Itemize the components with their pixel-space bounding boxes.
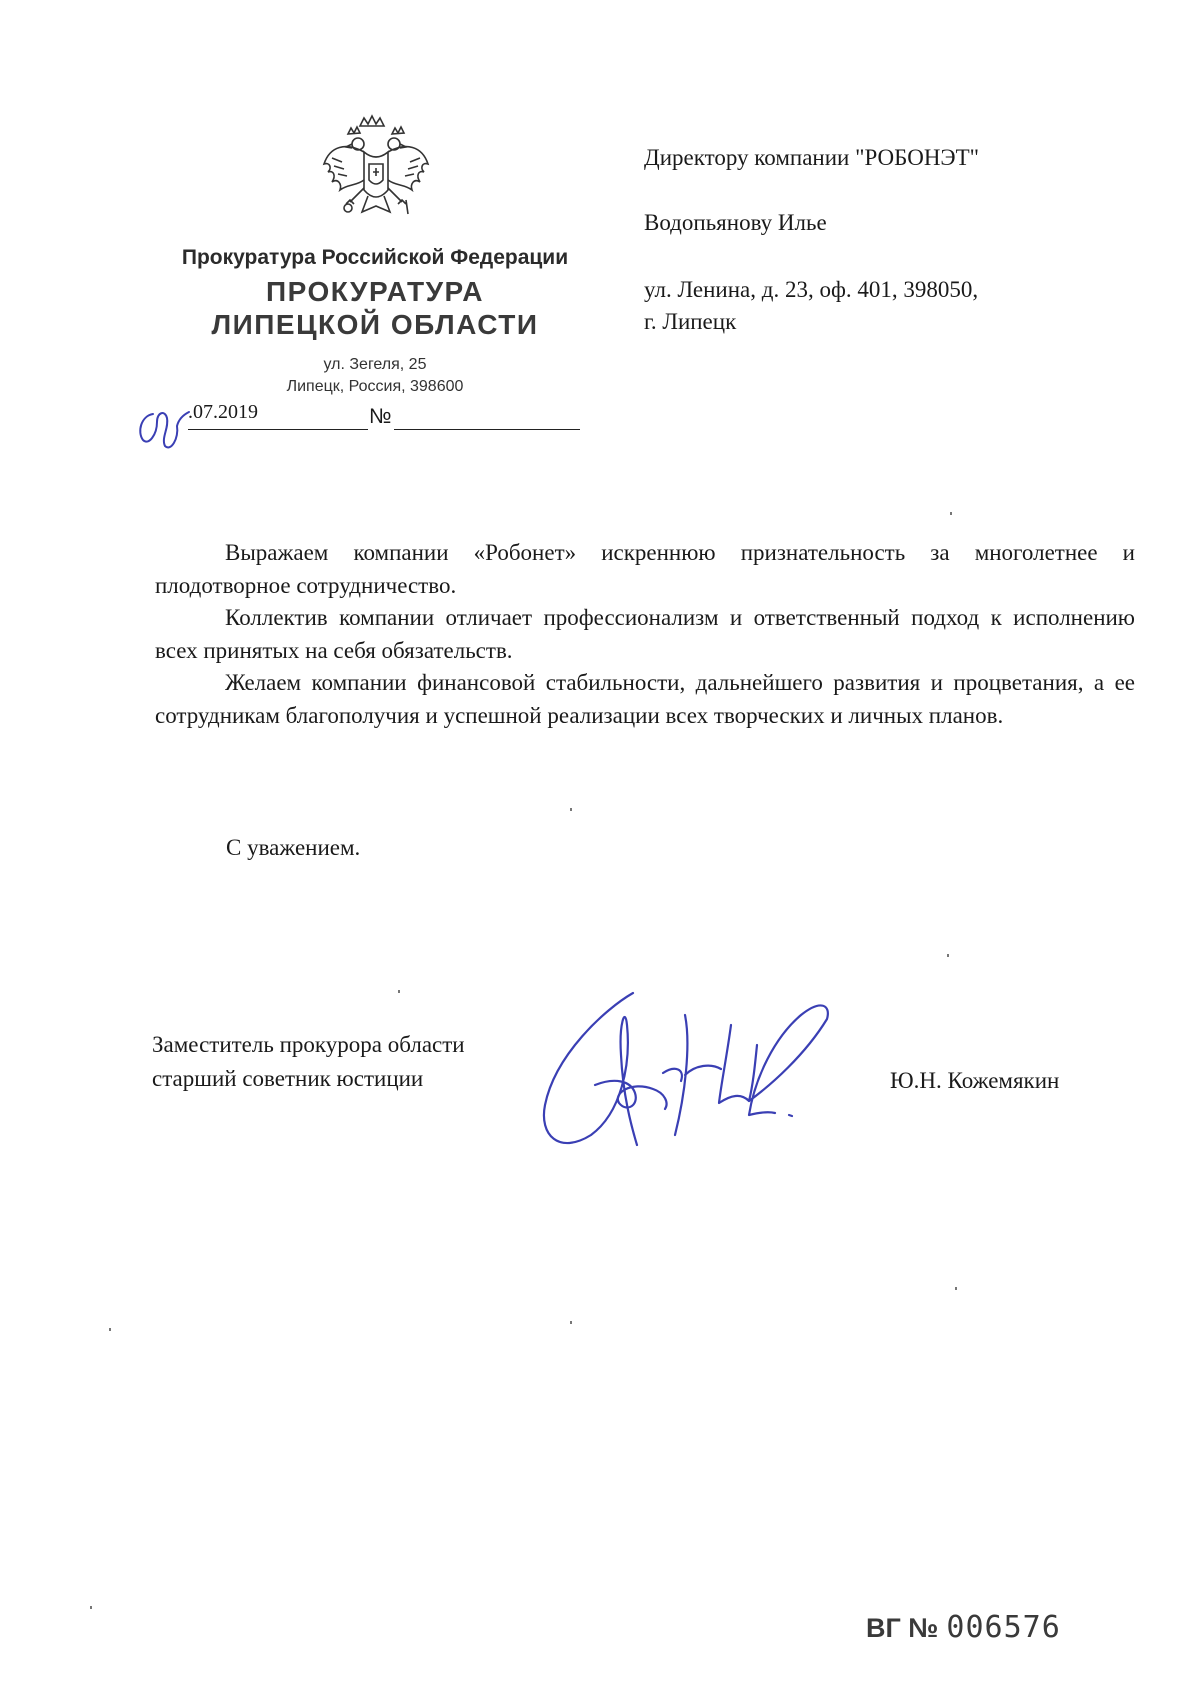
letter-date: .07.2019 [188, 401, 258, 423]
addressee-line2: Водопьянову Илье [644, 210, 827, 235]
scan-speck [570, 808, 572, 811]
body-paragraph-1: Выражаем компании «Робонет» искреннюю признательность за многолетнее и плодотворное сотрудничество. [155, 540, 1135, 598]
signer-position-line1: Заместитель прокурора области [152, 1032, 465, 1057]
double-headed-eagle-icon [320, 112, 432, 228]
date-underline [188, 429, 368, 430]
scan-speck [950, 512, 952, 515]
office-name-line1: ПРОКУРАТУРА [266, 276, 484, 307]
office-address-line1: ул. Зегеля, 25 [323, 356, 427, 373]
scan-speck [955, 1287, 957, 1290]
date-number-row [180, 401, 600, 435]
addressee-line1: Директору компании "РОБОНЭТ" [644, 145, 980, 170]
body-paragraph-3: Желаем компании финансовой стабильности, дальнейшего развития и процветания, а ее сотрудникам благополучия и успешной реализации всех творческих и личных планов. [155, 670, 1135, 728]
handwritten-signature-icon [535, 985, 835, 1160]
addressee-line4: г. Липецк [644, 309, 737, 334]
office-address-line2: Липецк, Россия, 398600 [286, 378, 464, 395]
signer-position-line2: старший советник юстиции [152, 1066, 424, 1091]
number-sign: № [369, 405, 392, 428]
scan-speck [109, 1328, 111, 1331]
closing-phrase: С уважением. [226, 835, 361, 860]
signer-name: Ю.Н. Кожемякин [890, 1068, 1060, 1093]
number-underline [394, 429, 580, 430]
scan-speck [570, 1321, 572, 1324]
scan-speck [90, 1606, 92, 1609]
scan-speck [398, 990, 400, 993]
scan-speck [947, 954, 949, 957]
letter-body [155, 537, 1135, 732]
form-serial-number [866, 1610, 1061, 1645]
addressee-line3: ул. Ленина, д. 23, оф. 401, 398050, [644, 277, 979, 302]
federation-heading: Прокуратура Российской Федерации [181, 246, 569, 269]
office-name-line2: ЛИПЕЦКОЙ ОБЛАСТИ [211, 309, 539, 340]
body-paragraph-2: Коллектив компании отличает профессионализм и ответственный подход к исполнению всех принятых на себя обязательств. [155, 605, 1135, 663]
form-digits: 006576 [946, 1610, 1061, 1645]
form-series: ВГ № [866, 1613, 939, 1643]
